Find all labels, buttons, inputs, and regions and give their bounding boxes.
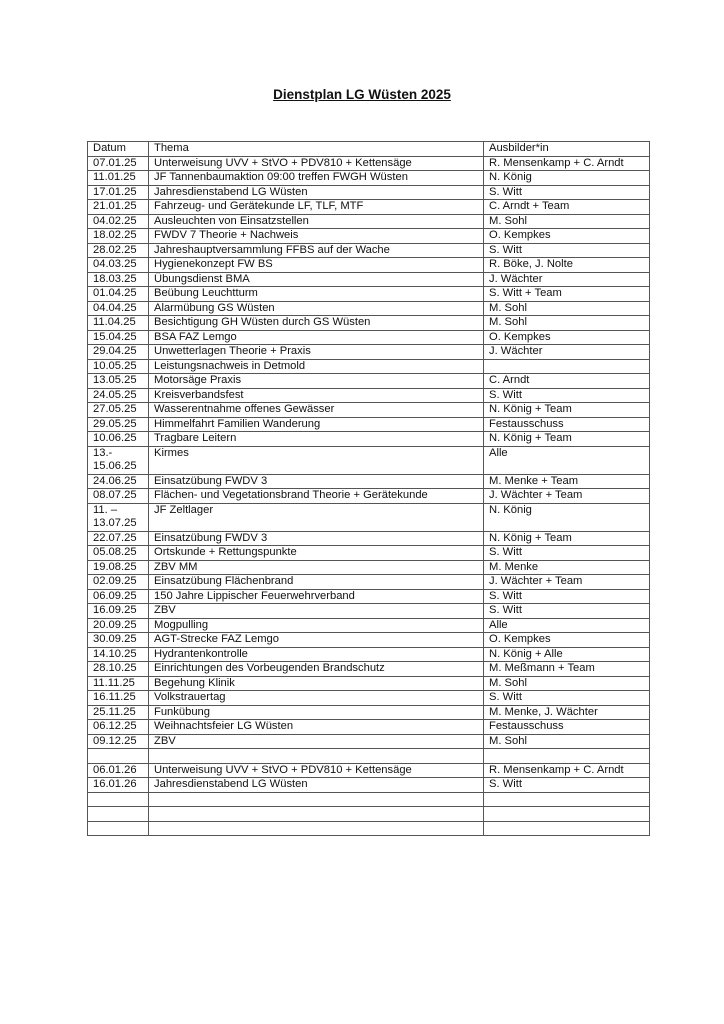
table-row: [88, 763, 650, 778]
table-row: [88, 156, 650, 171]
table-row: [88, 821, 650, 836]
instructor-cell: C. Arndt + Team: [484, 200, 650, 215]
table-row: [88, 200, 650, 215]
date-cell: 21.01.25: [88, 200, 149, 215]
topic-cell: 150 Jahre Lippischer Feuerwehrverband: [149, 589, 484, 604]
instructor-cell: M. Meßmann + Team: [484, 662, 650, 677]
table-row: [88, 229, 650, 244]
date-cell: 09.12.25: [88, 734, 149, 749]
instructor-cell: S. Witt: [484, 546, 650, 561]
instructor-cell: M. Sohl: [484, 214, 650, 229]
date-cell: 04.03.25: [88, 258, 149, 273]
instructor-cell: R. Mensenkamp + C. Arndt: [484, 763, 650, 778]
topic-cell: Unwetterlagen Theorie + Praxis: [149, 345, 484, 360]
date-cell: 29.04.25: [88, 345, 149, 360]
table-row: [88, 374, 650, 389]
instructor-cell: N. König + Team: [484, 403, 650, 418]
table-row: [88, 388, 650, 403]
date-cell: 11.01.25: [88, 171, 149, 186]
table-row: [88, 676, 650, 691]
instructor-cell: J. Wächter + Team: [484, 489, 650, 504]
instructor-cell: S. Witt: [484, 185, 650, 200]
topic-cell: JF Tannenbaumaktion 09:00 treffen FWGH Wüsten: [149, 171, 484, 186]
instructor-cell: N. König: [484, 503, 650, 531]
table-row: [88, 589, 650, 604]
date-cell: 27.05.25: [88, 403, 149, 418]
table-row: [88, 560, 650, 575]
topic-cell: Unterweisung UVV + StVO + PDV810 + Kettensäge: [149, 763, 484, 778]
instructor-cell: J. Wächter: [484, 345, 650, 360]
instructor-cell: S. Witt: [484, 243, 650, 258]
topic-cell: Begehung Klinik: [149, 676, 484, 691]
header-thema: Thema: [149, 142, 484, 157]
topic-cell: Jahresdienstabend LG Wüsten: [149, 185, 484, 200]
topic-cell: Jahreshauptversammlung FFBS auf der Wache: [149, 243, 484, 258]
instructor-cell: N. König + Team: [484, 432, 650, 447]
table-row: [88, 647, 650, 662]
instructor-cell: N. König: [484, 171, 650, 186]
instructor-cell: N. König + Team: [484, 531, 650, 546]
date-cell: 20.09.25: [88, 618, 149, 633]
table-row: [88, 403, 650, 418]
table-row: [88, 417, 650, 432]
instructor-cell: M. Sohl: [484, 734, 650, 749]
table-row: [88, 272, 650, 287]
instructor-cell: M. Menke: [484, 560, 650, 575]
document-title: Dienstplan LG Wüsten 2025: [273, 87, 451, 102]
date-cell: 08.07.25: [88, 489, 149, 504]
instructor-cell: [484, 792, 650, 807]
topic-cell: ZBV: [149, 604, 484, 619]
topic-cell: FWDV 7 Theorie + Nachweis: [149, 229, 484, 244]
topic-cell: Besichtigung GH Wüsten durch GS Wüsten: [149, 316, 484, 331]
instructor-cell: N. König + Alle: [484, 647, 650, 662]
table-row: [88, 792, 650, 807]
table-row: [88, 171, 650, 186]
date-cell: [88, 749, 149, 764]
topic-cell: AGT-Strecke FAZ Lemgo: [149, 633, 484, 648]
topic-cell: Wasserentnahme offenes Gewässer: [149, 403, 484, 418]
date-cell: 29.05.25: [88, 417, 149, 432]
table-row: [88, 618, 650, 633]
date-cell: 14.10.25: [88, 647, 149, 662]
date-cell: [88, 792, 149, 807]
topic-cell: Einsatzübung Flächenbrand: [149, 575, 484, 590]
topic-cell: Hygienekonzept FW BS: [149, 258, 484, 273]
table-row: [88, 432, 650, 447]
date-cell: 18.03.25: [88, 272, 149, 287]
date-cell: 04.02.25: [88, 214, 149, 229]
instructor-cell: O. Kempkes: [484, 330, 650, 345]
instructor-cell: [484, 749, 650, 764]
topic-cell: BSA FAZ Lemgo: [149, 330, 484, 345]
instructor-cell: S. Witt: [484, 778, 650, 793]
topic-cell: Unterweisung UVV + StVO + PDV810 + Kettensäge: [149, 156, 484, 171]
date-cell: 07.01.25: [88, 156, 149, 171]
date-cell: 24.05.25: [88, 388, 149, 403]
topic-cell: Einsatzübung FWDV 3: [149, 531, 484, 546]
date-cell: 15.04.25: [88, 330, 149, 345]
instructor-cell: R. Böke, J. Nolte: [484, 258, 650, 273]
date-cell: 16.09.25: [88, 604, 149, 619]
date-cell: [88, 821, 149, 836]
instructor-cell: M. Sohl: [484, 676, 650, 691]
date-cell: 04.04.25: [88, 301, 149, 316]
topic-cell: ZBV MM: [149, 560, 484, 575]
date-cell: 11.04.25: [88, 316, 149, 331]
table-row: [88, 287, 650, 302]
instructor-cell: [484, 359, 650, 374]
instructor-cell: O. Kempkes: [484, 633, 650, 648]
instructor-cell: J. Wächter + Team: [484, 575, 650, 590]
instructor-cell: Alle: [484, 446, 650, 474]
instructor-cell: O. Kempkes: [484, 229, 650, 244]
date-cell: 06.12.25: [88, 720, 149, 735]
date-cell: 06.01.26: [88, 763, 149, 778]
date-cell: 13.05.25: [88, 374, 149, 389]
instructor-cell: J. Wächter: [484, 272, 650, 287]
instructor-cell: M. Menke + Team: [484, 474, 650, 489]
date-cell: 05.08.25: [88, 546, 149, 561]
table-row: [88, 633, 650, 648]
date-cell: 28.10.25: [88, 662, 149, 677]
date-cell: 19.08.25: [88, 560, 149, 575]
instructor-cell: M. Menke, J. Wächter: [484, 705, 650, 720]
table-row: [88, 734, 650, 749]
date-cell: 06.09.25: [88, 589, 149, 604]
table-row: [88, 316, 650, 331]
topic-cell: Beübung Leuchtturm: [149, 287, 484, 302]
instructor-cell: Festausschuss: [484, 720, 650, 735]
date-cell: [88, 807, 149, 822]
topic-cell: Hydrantenkontrolle: [149, 647, 484, 662]
date-cell: 16.11.25: [88, 691, 149, 706]
topic-cell: Flächen- und Vegetationsbrand Theorie + Gerätekunde: [149, 489, 484, 504]
topic-cell: Fahrzeug- und Gerätekunde LF, TLF, MTF: [149, 200, 484, 215]
date-cell: 24.06.25: [88, 474, 149, 489]
instructor-cell: S. Witt: [484, 388, 650, 403]
table-row: [88, 446, 650, 474]
table-row: [88, 720, 650, 735]
table-row: [88, 705, 650, 720]
schedule-table: [87, 141, 650, 836]
date-cell: 16.01.26: [88, 778, 149, 793]
instructor-cell: S. Witt: [484, 691, 650, 706]
table-row: [88, 662, 650, 677]
date-cell: 10.05.25: [88, 359, 149, 374]
instructor-cell: S. Witt: [484, 604, 650, 619]
date-cell: 10.06.25: [88, 432, 149, 447]
table-row: [88, 345, 650, 360]
topic-cell: JF Zeltlager: [149, 503, 484, 531]
topic-cell: Himmelfahrt Familien Wanderung: [149, 417, 484, 432]
date-cell: 01.04.25: [88, 287, 149, 302]
topic-cell: Ausleuchten von Einsatzstellen: [149, 214, 484, 229]
instructor-cell: R. Mensenkamp + C. Arndt: [484, 156, 650, 171]
header-ausbilder: Ausbilder*in: [484, 142, 650, 157]
topic-cell: [149, 792, 484, 807]
table-row: [88, 330, 650, 345]
instructor-cell: S. Witt + Team: [484, 287, 650, 302]
date-cell: 13.- 15.06.25: [88, 446, 149, 474]
table-row: [88, 258, 650, 273]
table-row: [88, 691, 650, 706]
table-row: [88, 185, 650, 200]
topic-cell: Ortskunde + Rettungspunkte: [149, 546, 484, 561]
instructor-cell: Alle: [484, 618, 650, 633]
topic-cell: Funkübung: [149, 705, 484, 720]
date-cell: 02.09.25: [88, 575, 149, 590]
instructor-cell: C. Arndt: [484, 374, 650, 389]
table-header-row: [88, 142, 650, 157]
date-cell: 11.11.25: [88, 676, 149, 691]
table-row: [88, 301, 650, 316]
table-row: [88, 243, 650, 258]
topic-cell: Übungsdienst BMA: [149, 272, 484, 287]
topic-cell: Weihnachtsfeier LG Wüsten: [149, 720, 484, 735]
table-row: [88, 546, 650, 561]
instructor-cell: [484, 821, 650, 836]
table-row: [88, 604, 650, 619]
topic-cell: Mogpulling: [149, 618, 484, 633]
date-cell: 22.07.25: [88, 531, 149, 546]
topic-cell: Kreisverbandsfest: [149, 388, 484, 403]
topic-cell: Alarmübung GS Wüsten: [149, 301, 484, 316]
topic-cell: Tragbare Leitern: [149, 432, 484, 447]
table-row: [88, 807, 650, 822]
date-cell: 28.02.25: [88, 243, 149, 258]
table-row: [88, 531, 650, 546]
topic-cell: [149, 807, 484, 822]
topic-cell: [149, 821, 484, 836]
table-row: [88, 749, 650, 764]
topic-cell: Volkstrauertag: [149, 691, 484, 706]
table-row: [88, 778, 650, 793]
date-cell: 11. – 13.07.25: [88, 503, 149, 531]
instructor-cell: S. Witt: [484, 589, 650, 604]
topic-cell: ZBV: [149, 734, 484, 749]
date-cell: 25.11.25: [88, 705, 149, 720]
date-cell: 18.02.25: [88, 229, 149, 244]
topic-cell: Kirmes: [149, 446, 484, 474]
table-row: [88, 359, 650, 374]
date-cell: 17.01.25: [88, 185, 149, 200]
instructor-cell: [484, 807, 650, 822]
instructor-cell: M. Sohl: [484, 301, 650, 316]
topic-cell: Motorsäge Praxis: [149, 374, 484, 389]
topic-cell: Jahresdienstabend LG Wüsten: [149, 778, 484, 793]
table-row: [88, 503, 650, 531]
topic-cell: Einsatzübung FWDV 3: [149, 474, 484, 489]
header-datum: Datum: [88, 142, 149, 157]
instructor-cell: Festausschuss: [484, 417, 650, 432]
table-row: [88, 489, 650, 504]
topic-cell: Einrichtungen des Vorbeugenden Brandschutz: [149, 662, 484, 677]
table-row: [88, 575, 650, 590]
table-row: [88, 474, 650, 489]
topic-cell: [149, 749, 484, 764]
table-row: [88, 214, 650, 229]
topic-cell: Leistungsnachweis in Detmold: [149, 359, 484, 374]
instructor-cell: M. Sohl: [484, 316, 650, 331]
date-cell: 30.09.25: [88, 633, 149, 648]
